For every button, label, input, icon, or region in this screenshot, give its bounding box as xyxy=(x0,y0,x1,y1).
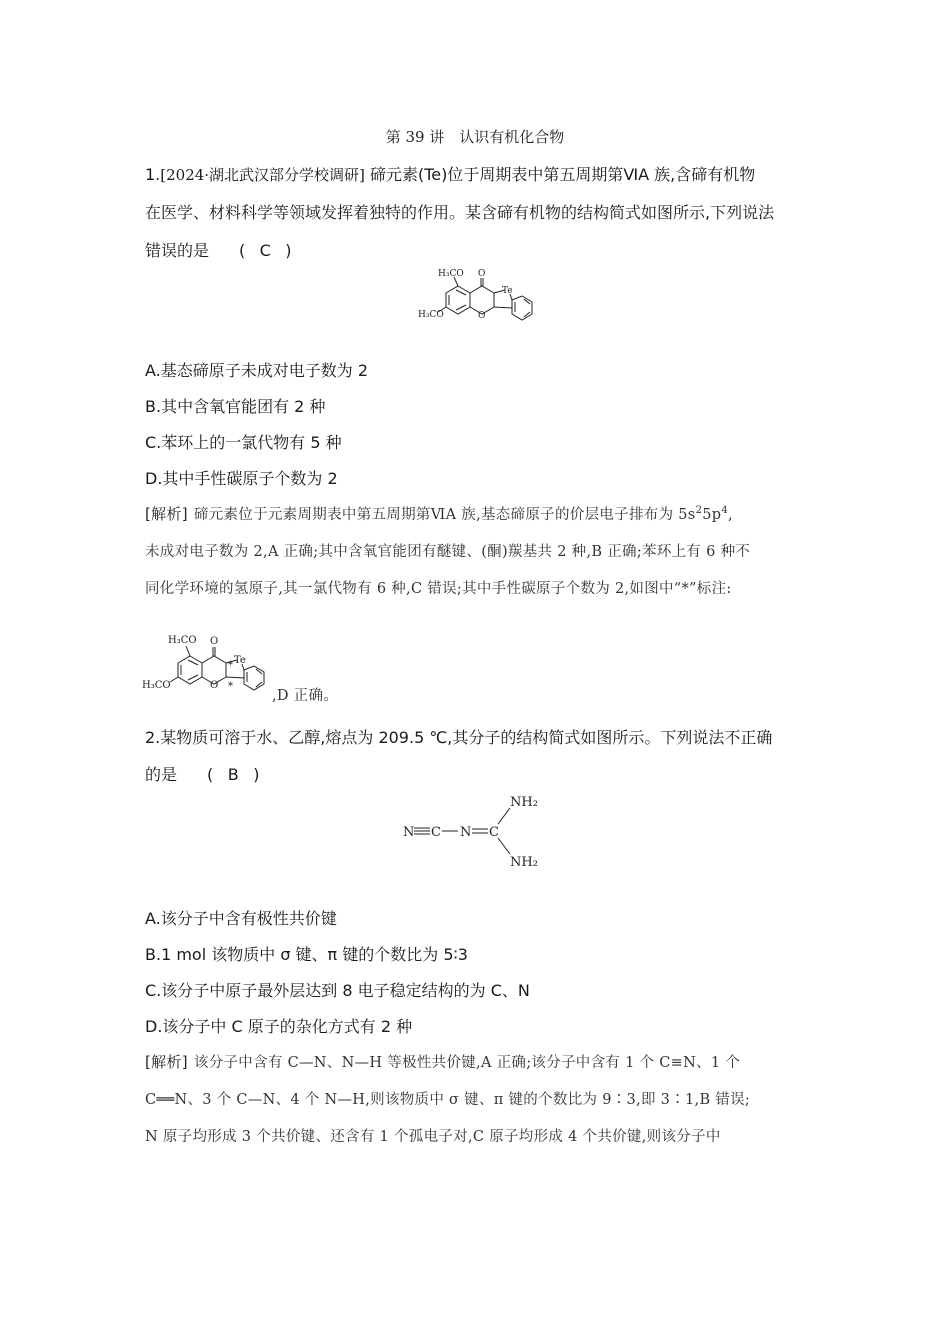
q1-analysis-label-ome-bottom: H₃CO xyxy=(142,680,171,691)
q1-stem-line-1 xyxy=(145,162,815,185)
q2-stem-line-1: 2.某物质可溶于水、乙醇,熔点为 209.5 ℃,其分子的结构简式如图所示。下列说法不正确 xyxy=(145,728,773,747)
q1-label-ring-o: O xyxy=(478,311,486,321)
q1-analysis-label-ring-o: O xyxy=(210,680,219,691)
q2-option-a: A.该分子中含有极性共价键 xyxy=(145,909,337,928)
q2-option-d: D.该分子中 C 原子的杂化方式有 2 种 xyxy=(145,1017,413,1036)
q2-analysis-line-1: [解析] 该分子中含有 C—N、N—H 等极性共价键,A 正确;该分子中含有 1 个 C≡N、1 个 xyxy=(145,1053,741,1071)
q1-number: 1. xyxy=(145,165,161,184)
q1-analysis-structure xyxy=(140,630,275,702)
q1-stem-line-3 xyxy=(145,238,815,261)
q1-option-a: A.基态碲原子未成对电子数为 2 xyxy=(145,361,369,380)
q2-label-nh2-bottom: NH₂ xyxy=(510,855,538,870)
q2-option-c: C.该分子中原子最外层达到 8 电子稳定结构的为 C、N xyxy=(145,981,530,1000)
q1-structure-diagram xyxy=(410,262,540,330)
q1-label-te: Te xyxy=(502,286,513,296)
q2-label-n2: N xyxy=(460,825,472,840)
q1-chiral-star-2: * xyxy=(228,681,233,692)
q1-answer-bracket: ( C ) xyxy=(239,241,292,260)
q2-label-c2: C xyxy=(489,825,499,840)
page-title: 第 39 讲 认识有机化合物 xyxy=(385,128,565,146)
q2-stem-text-2: 的是 xyxy=(145,765,178,784)
q1-option-b: B.其中含氧官能团有 2 种 xyxy=(145,397,326,416)
q1-analysis-tag: [解析] xyxy=(145,505,188,523)
q2-analysis-tag: [解析] xyxy=(145,1053,188,1071)
q1-analysis-line-1: [解析] 碲元素位于元素周期表中第五周期第ⅥA 族,基态碲原子的价层电子排布为 $5s^25p^4$, xyxy=(145,505,733,523)
q1-source: [2024·湖北武汉部分学校调研] xyxy=(160,166,365,184)
q1-analysis-label-ome-top: H₃CO xyxy=(168,635,197,646)
q2-answer-bracket: ( B ) xyxy=(207,765,260,784)
q1-analysis-line-2: 未成对电子数为 2,A 正确;其中含氧官能团有醚键、(酮)羰基共 2 种,B 正确;苯环上有 6 种不 xyxy=(145,544,751,560)
q2-label-c1: C xyxy=(431,825,441,840)
q2-stem-line-2 xyxy=(145,762,815,785)
q1-label-ome-bottom: H₃CO xyxy=(418,310,444,320)
q2-structure-diagram xyxy=(400,790,560,870)
q1-stem-text-1: 碲元素(Te)位于周期表中第五周期第ⅥA 族,含碲有机物 xyxy=(364,165,756,184)
q2-label-nh2-top: NH₂ xyxy=(510,795,538,810)
q2-label-n1: N xyxy=(403,825,415,840)
q1-label-ome-top: H₃CO xyxy=(438,269,464,279)
q1-option-c: C.苯环上的一氯代物有 5 种 xyxy=(145,433,342,452)
q1-chiral-star-1: * xyxy=(228,660,233,671)
q1-label-carbonyl-o: O xyxy=(478,269,486,279)
q2-answer: B xyxy=(227,765,239,784)
q1-stem-text-3: 错误的是 xyxy=(145,241,210,260)
q1-stem-line-2: 在医学、材料科学等领域发挥着独特的作用。某含碲有机物的结构简式如图所示,下列说法 xyxy=(145,203,775,222)
q1-analysis-label-carbonyl-o: O xyxy=(210,636,219,647)
q1-analysis-line-3: 同化学环境的氢原子,其一氯代物有 6 种,C 错误;其中手性碳原子个数为 2,如图中“*”标注: xyxy=(145,581,732,597)
q1-option-d: D.其中手性碳原子个数为 2 xyxy=(145,469,338,488)
q2-analysis-line-2: C══N、3 个 C—N、4 个 N—H,则该物质中 σ 键、π 键的个数比为 9∶3,即 3∶1,B 错误; xyxy=(145,1092,751,1108)
q2-analysis-line-3: N 原子均形成 3 个共价键、还含有 1 个孤电子对,C 原子均形成 4 个共价键,则该分子中 xyxy=(145,1129,721,1145)
q2-option-b: B.1 mol 该物质中 σ 键、π 键的个数比为 5∶3 xyxy=(145,945,468,964)
q1-analysis-tail: ,D 正确。 xyxy=(272,688,339,704)
q1-analysis-label-te: Te xyxy=(234,655,246,666)
q1-answer: C xyxy=(259,241,271,260)
